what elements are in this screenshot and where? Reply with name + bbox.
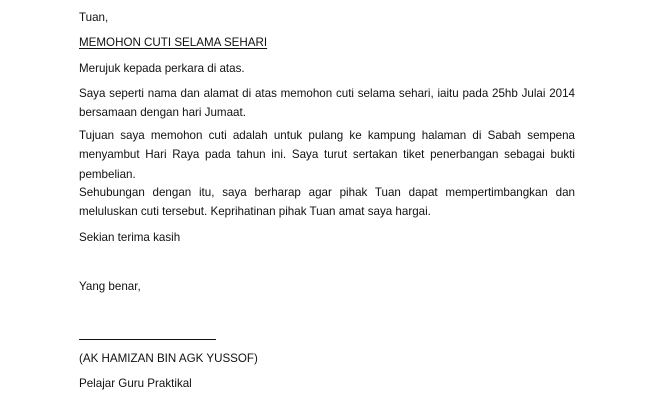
paragraph-request: Sehubungan dengan itu, saya berharap agar pihak Tuan dapat mempertimbangkan dan meluluskan cuti tersebut. Keprihatinan pihak Tuan amat saya hargai.: [79, 186, 575, 219]
signatory-title: Pelajar Guru Praktikal: [79, 377, 192, 390]
closing-line: Yang benar,: [79, 280, 141, 293]
paragraph-leave-date: Saya seperti nama dan alamat di atas memohon cuti selama sehari, iaitu pada 25hb Julai 2014 bersamaan dengan hari Jumaat.: [79, 87, 575, 120]
signatory-name: (AK HAMIZAN BIN AGK YUSSOF): [79, 352, 258, 365]
thanks-line: Sekian terima kasih: [79, 231, 181, 244]
paragraph-purpose: Tujuan saya memohon cuti adalah untuk pulang ke kampung halaman di Sabah sempena menyambut Hari Raya pada tahun ini. Saya turut sertakan tiket penerbangan sebagai bukti pembelian.: [79, 129, 575, 181]
paragraph-reference: Merujuk kepada perkara di atas.: [79, 62, 245, 75]
salutation: Tuan,: [79, 11, 109, 24]
letter-subject: MEMOHON CUTI SELAMA SEHARI: [79, 36, 268, 49]
signature-line: [79, 339, 216, 340]
